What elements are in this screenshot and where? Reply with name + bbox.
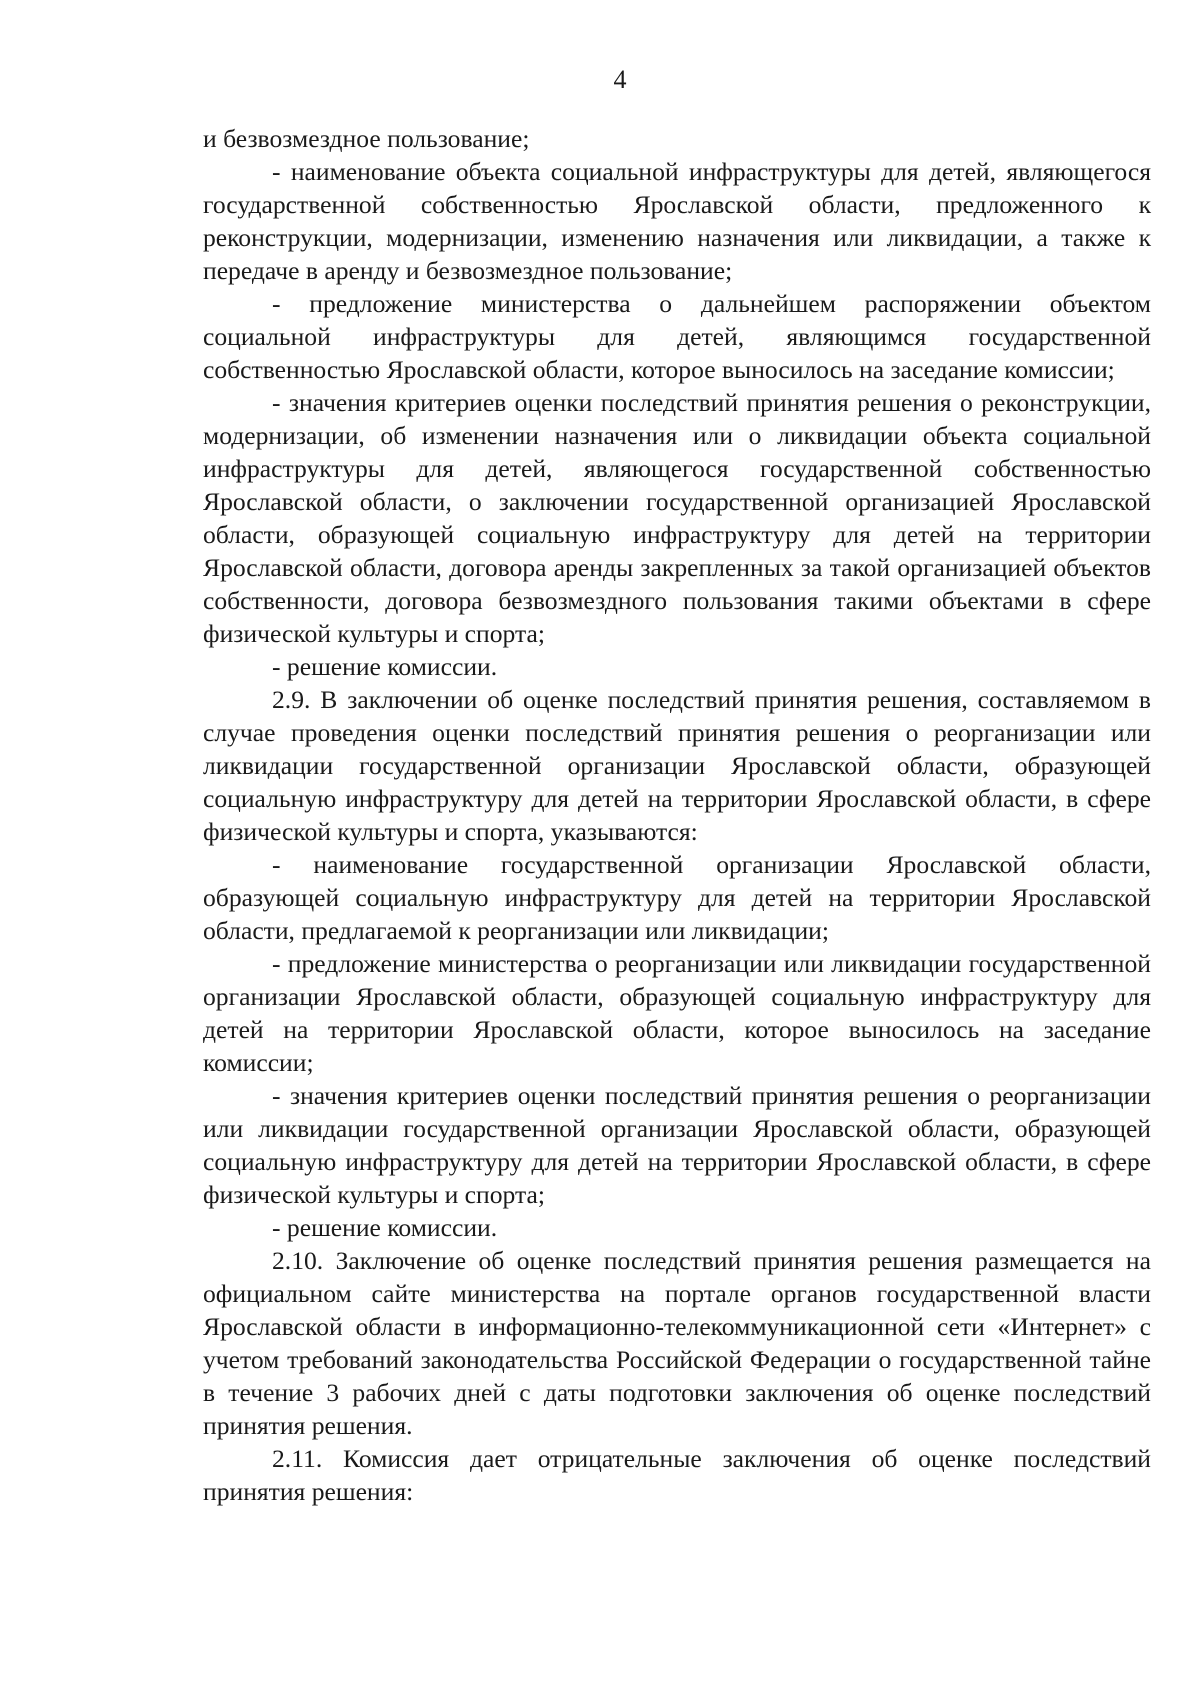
paragraph: - наименование объекта социальной инфраструктуры для детей, являющегося государственной собственностью Ярославской области, предложенного к реконструкции, модернизации, изменению назначения или ликвидации, а также к передаче в аренду и безвозмездное пользование; bbox=[203, 157, 1151, 285]
paragraph: - предложение министерства о дальнейшем распоряжении объектом социальной инфраструктуры для детей, являющимся государственной собственностью Ярославской области, которое выносилось на заседание комиссии; bbox=[203, 289, 1151, 384]
paragraph: - решение комиссии. bbox=[272, 652, 498, 681]
page-number: 4 bbox=[613, 65, 627, 94]
paragraph: 2.11. Комиссия дает отрицательные заключения об оценке последствий принятия решения: bbox=[203, 1444, 1151, 1506]
document-body bbox=[203, 122, 1151, 1508]
paragraph: - значения критериев оценки последствий принятия решения о реконструкции, модернизации, об изменении назначения или о ликвидации объекта социальной инфраструктуры для детей, являющегося государственной собственностью Ярославской области, о заключении государственной организацией Ярославской области, образующей социальную инфраструктуру для детей на территории Ярославской области, договора аренды закрепленных за такой организацией объектов собственности, договора безвозмездного пользования такими объектами в сфере физической культуры и спорта; bbox=[203, 388, 1151, 648]
paragraph: - наименование государственной организации Ярославской области, образующей социальную инфраструктуру для детей на территории Ярославской области, предлагаемой к реорганизации или ликвидации; bbox=[203, 850, 1151, 945]
paragraph: - предложение министерства о реорганизации или ликвидации государственной организации Ярославской области, образующей социальную инфраструктуру для детей на территории Ярославской области, которое выносилось на заседание комиссии; bbox=[203, 949, 1151, 1077]
paragraph: и безвозмездное пользование; bbox=[203, 124, 530, 153]
paragraph: 2.10. Заключение об оценке последствий принятия решения размещается на официальном сайте министерства на портале органов государственной власти Ярославской области в информационно-телекоммуникационной сети «Интернет» с учетом требований законодательства Российской Федерации о государственной тайне в течение 3 рабочих дней с даты подготовки заключения об оценке последствий принятия решения. bbox=[203, 1246, 1151, 1440]
paragraph: - решение комиссии. bbox=[272, 1213, 498, 1242]
paragraph: - значения критериев оценки последствий принятия решения о реорганизации или ликвидации государственной организации Ярославской области, образующей социальную инфраструктуру для детей на территории Ярославской области, в сфере физической культуры и спорта; bbox=[203, 1081, 1151, 1209]
paragraph: 2.9. В заключении об оценке последствий принятия решения, составляемом в случае проведения оценки последствий принятия решения о реорганизации или ликвидации государственной организации Ярославской области, образующей социальную инфраструктуру для детей на территории Ярославской области, в сфере физической культуры и спорта, указываются: bbox=[203, 685, 1151, 846]
